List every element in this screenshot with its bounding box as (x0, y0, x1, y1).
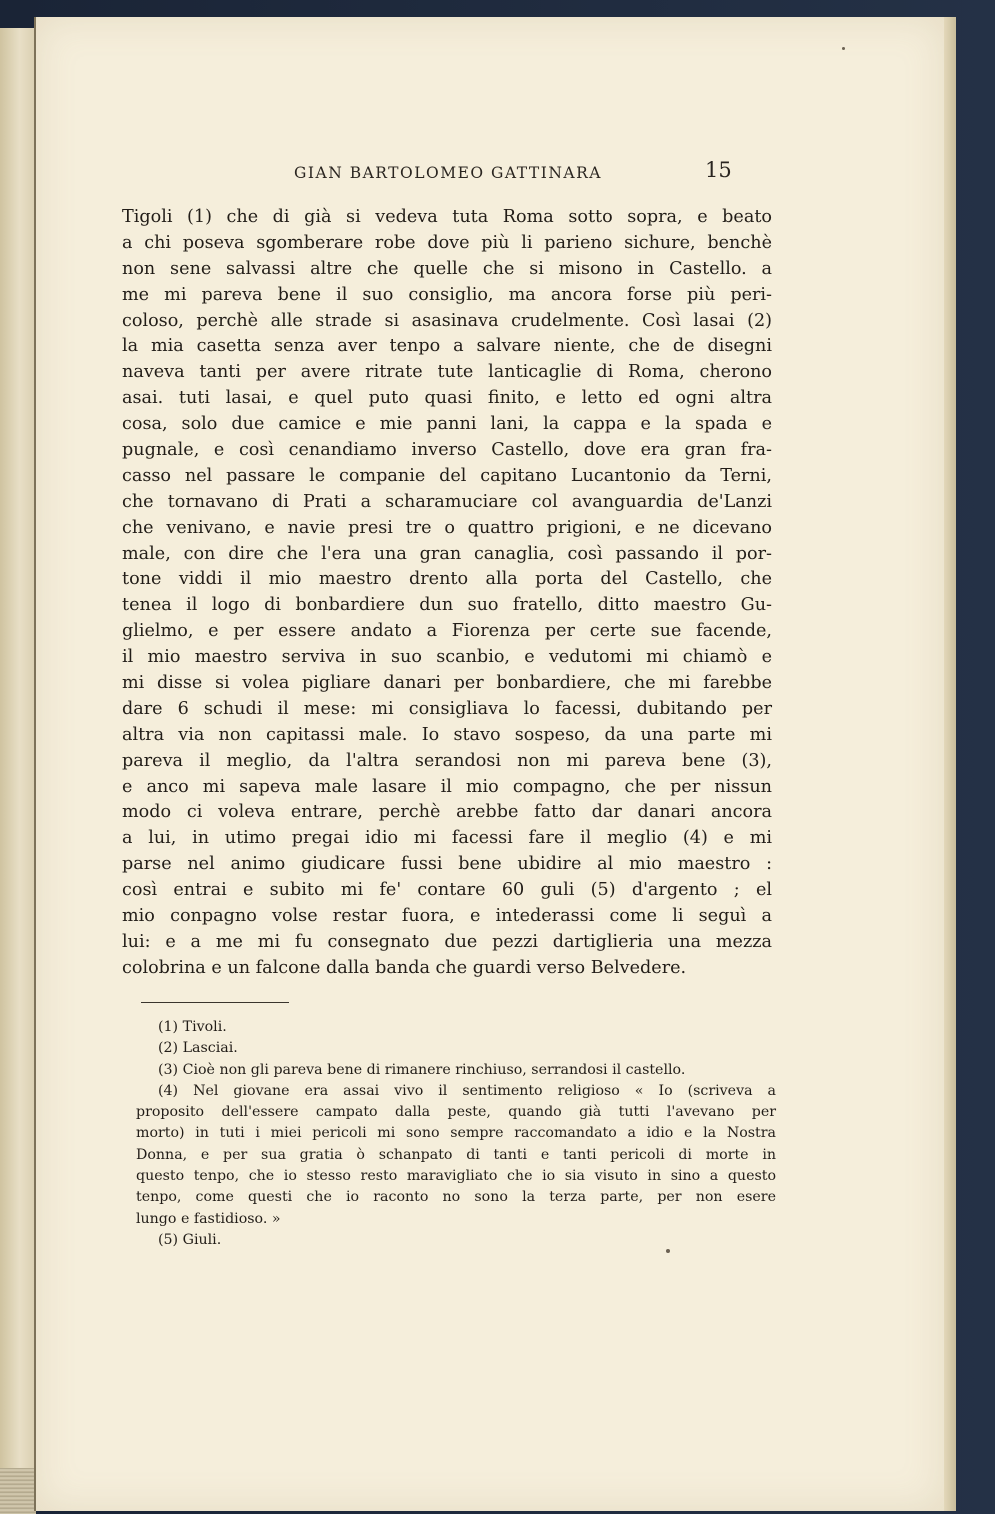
text-line: cosa, solo due camice e mie panni lani, la cappa e la spada e (122, 414, 772, 435)
footnote-line: morto) in tuti i miei pericoli mi sono sempre raccomandato a idio e la Nostra (136, 1125, 776, 1142)
book-page (34, 17, 944, 1511)
text-line: altra via non capitassi male. Io stavo sospeso, da una parte mi (122, 724, 772, 745)
text-line: male, con dire che l'era una gran canaglia, così passando il por- (122, 543, 772, 564)
text-line: mi disse si volea pigliare danari per bonbardiere, che mi farebbe (122, 673, 772, 694)
footnote-line: (3) Cioè non gli pareva bene di rimanere rinchiuso, serrandosi il castello. (158, 1061, 686, 1078)
footnote-line: questo tenpo, che io stesso resto maravigliato che io sia visuto in sino a questo (136, 1168, 776, 1185)
text-line: che tornavano di Prati a scharamuciare col avanguardia de'Lanzi (122, 491, 772, 512)
text-line: glielmo, e per essere andato a Fiorenza per certe sue facende, (122, 621, 772, 642)
footnote-line: tenpo, come questi che io raconto no sono la terza parte, per non esere (136, 1189, 776, 1206)
footnote-line: proposito dell'essere campato dalla peste, quando già tutti l'avevano per (136, 1104, 776, 1121)
text-line: coloso, perchè alle strade si asasinava crudelmente. Così lasai (2) (122, 310, 772, 331)
footnote-line: Donna, e per sua gratia ò schanpato di tanti e tanti pericoli di morte in (136, 1146, 776, 1163)
ink-speck (842, 47, 845, 50)
text-line: e anco mi sapeva male lasare il mio compagno, che per nissun (122, 776, 772, 797)
text-line: me mi pareva bene il suo consiglio, ma ancora forse più peri- (122, 284, 772, 305)
text-line: parse nel animo giudicare fussi bene ubidire al mio maestro : (122, 854, 772, 875)
footnotes-block (136, 1017, 776, 1251)
text-line: pugnale, e così cenandiamo inverso Castello, dove era gran fra- (122, 440, 772, 461)
footnote-line: (1) Tivoli. (158, 1019, 227, 1035)
page-stack-edge (0, 1468, 36, 1514)
footnote-line: (5) Giuli. (158, 1231, 222, 1248)
footnote-rule (141, 1002, 289, 1003)
text-line: mio conpagno volse restar fuora, e intederassi come li seguì a (122, 906, 772, 927)
text-line: non sene salvassi altre che quelle che si misono in Castello. a (122, 258, 772, 279)
text-line: asai. tuti lasai, e quel puto quasi finito, e letto ed ogni altra (122, 388, 772, 409)
page-number: 15 (705, 158, 732, 182)
facing-page-edge (0, 28, 37, 1498)
text-line: casso nel passare le companie del capitano Lucantonio da Terni, (122, 465, 772, 486)
footnote-line: (2) Lasciai. (158, 1040, 238, 1057)
text-line: a chi poseva sgomberare robe dove più li parieno sichure, benchè (122, 232, 772, 253)
text-line: naveva tanti per avere ritrate tute lanticaglie di Roma, cherono (122, 362, 772, 383)
page-fore-edge (944, 17, 956, 1511)
text-line: colobrina e un falcone dalla banda che guardi verso Belvedere. (122, 957, 687, 978)
text-line: lui: e a me mi fu consegnato due pezzi dartiglieria una mezza (122, 931, 772, 952)
text-line: così entrai e subito mi fe' contare 60 guli (5) d'argento ; el (122, 880, 772, 901)
running-title: GIAN BARTOLOMEO GATTINARA (294, 164, 602, 182)
text-line: a lui, in utimo pregai idio mi facessi fare il meglio (4) e mi (122, 828, 772, 849)
text-line: pareva il meglio, da l'altra serandosi non mi pareva bene (3), (122, 750, 772, 771)
text-line: dare 6 schudi il mese: mi consigliava lo facessi, dubitando per (122, 698, 772, 719)
text-line: il mio maestro serviva in suo scanbio, e vedutomi mi chiamò e (122, 647, 772, 668)
main-text-block (122, 205, 772, 982)
ink-speck (666, 1249, 670, 1253)
footnote-line: lungo e fastidioso. » (136, 1210, 281, 1227)
text-line: che venivano, e navie presi tre o quattro prigioni, e ne dicevano (122, 517, 772, 538)
text-line: Tigoli (1) che di già si vedeva tuta Roma sotto sopra, e beato (122, 207, 772, 227)
footnote-line: (4) Nel giovane era assai vivo il sentimento religioso « Io (scriveva a (158, 1082, 776, 1099)
text-line: la mia casetta senza aver tenpo a salvare niente, che de disegni (122, 336, 772, 357)
text-line: modo ci voleva entrare, perchè arebbe fatto dar danari ancora (122, 802, 772, 823)
text-line: tone viddi il mio maestro drento alla porta del Castello, che (122, 569, 772, 590)
text-line: tenea il logo di bonbardiere dun suo fratello, ditto maestro Gu- (122, 595, 772, 616)
